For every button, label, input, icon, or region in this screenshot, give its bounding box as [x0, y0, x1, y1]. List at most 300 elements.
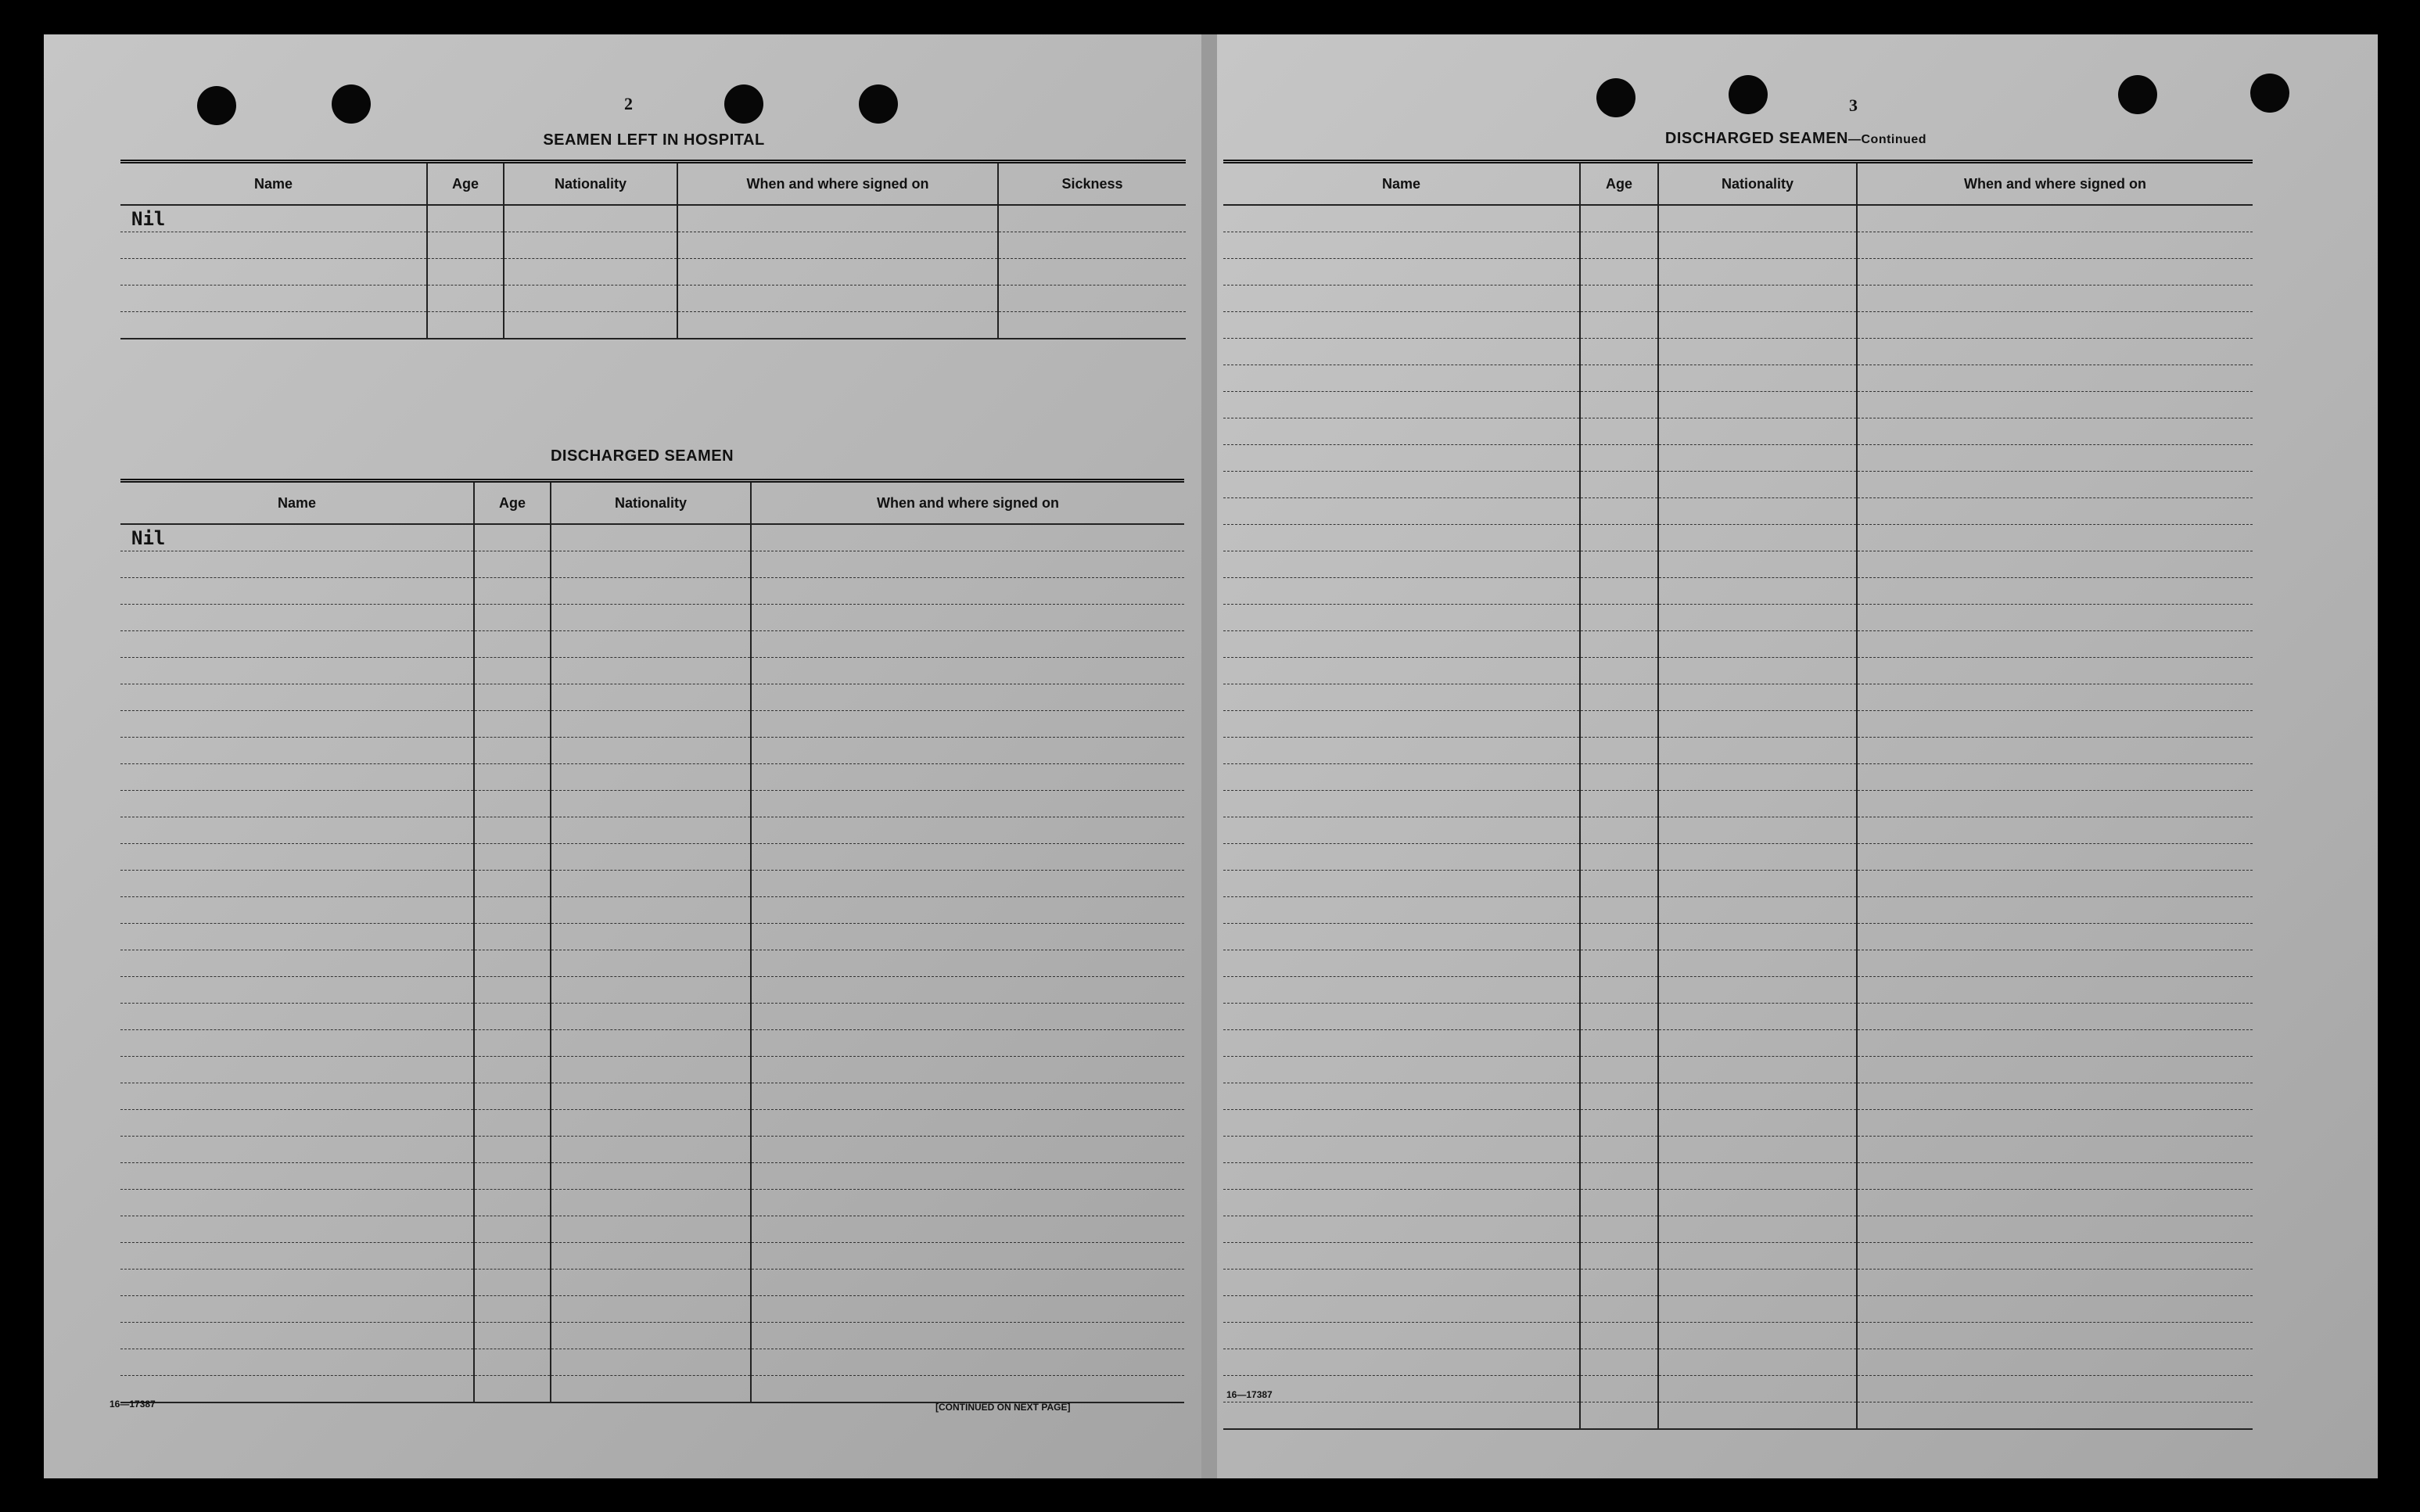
- table-cell: [751, 1110, 1184, 1137]
- table-cell: [474, 1083, 551, 1110]
- punch-hole: [1596, 78, 1635, 117]
- punch-hole: [332, 84, 371, 124]
- table-row: [1223, 365, 2253, 392]
- table-row: [1223, 1110, 2253, 1137]
- table-cell: [474, 1057, 551, 1083]
- table-cell: [474, 897, 551, 924]
- table-cell: [474, 1349, 551, 1376]
- discharged-rows: [120, 524, 1184, 1402]
- table-cell: [1658, 1163, 1857, 1190]
- table-cell: [120, 605, 474, 631]
- table-cell: [551, 950, 751, 977]
- column-header: Nationality: [551, 481, 751, 525]
- table-cell: [1223, 658, 1580, 684]
- column-header: Name: [1223, 162, 1580, 206]
- table-cell: [1223, 1004, 1580, 1030]
- table-row: [120, 286, 1186, 312]
- table-cell: [474, 950, 551, 977]
- table-cell: [1580, 1323, 1658, 1349]
- table-cell: [551, 1270, 751, 1296]
- table-cell: [1658, 631, 1857, 658]
- table-cell: [120, 232, 427, 259]
- table-cell: [1223, 791, 1580, 817]
- column-header: Name: [120, 162, 427, 206]
- table-cell: [1580, 578, 1658, 605]
- table-cell: [1857, 631, 2253, 658]
- table-cell: [551, 738, 751, 764]
- table-cell: [1857, 1349, 2253, 1376]
- table-row: [120, 1004, 1184, 1030]
- table-cell: [1857, 232, 2253, 259]
- table-cell: [551, 551, 751, 578]
- table-cell: [1580, 1243, 1658, 1270]
- table-cell: [1857, 764, 2253, 791]
- table-cell: [1857, 658, 2253, 684]
- table-row: [120, 1030, 1184, 1057]
- table-row: [1223, 871, 2253, 897]
- table-cell: [1857, 472, 2253, 498]
- punch-hole: [2118, 75, 2157, 114]
- table-cell: [1658, 1402, 1857, 1430]
- table-row: [120, 844, 1184, 871]
- table-row: [1223, 977, 2253, 1004]
- table-cell: [751, 1057, 1184, 1083]
- table-row: [1223, 312, 2253, 339]
- table-row: [120, 1323, 1184, 1349]
- table-row: [1223, 498, 2253, 525]
- page-number: 2: [624, 94, 633, 113]
- table-cell: [1857, 844, 2253, 871]
- table-row: [1223, 1083, 2253, 1110]
- table-cell: [474, 977, 551, 1004]
- right-page: [1217, 34, 2378, 1478]
- table-cell: [120, 1216, 474, 1243]
- column-header: Nationality: [504, 162, 677, 206]
- table-cell: [751, 844, 1184, 871]
- table-cell: [1658, 1323, 1857, 1349]
- table-cell: [120, 1057, 474, 1083]
- continued-note: [CONTINUED ON NEXT PAGE]: [935, 1402, 1071, 1413]
- page-gutter: [1201, 34, 1217, 1478]
- table-row: [1223, 1163, 2253, 1190]
- table-cell: [474, 605, 551, 631]
- table-cell: [551, 1323, 751, 1349]
- table-row: [120, 977, 1184, 1004]
- table-row: [120, 924, 1184, 950]
- table-cell: [751, 605, 1184, 631]
- table-cell: [504, 259, 677, 286]
- table-cell: [551, 1083, 751, 1110]
- table-cell: [1857, 1243, 2253, 1270]
- table-row: [120, 871, 1184, 897]
- table-cell: [1223, 1083, 1580, 1110]
- table-cell: [1857, 1296, 2253, 1323]
- table-cell: [120, 817, 474, 844]
- table-cell: [1857, 1030, 2253, 1057]
- table-cell: [120, 259, 427, 286]
- table-row: [1223, 1270, 2253, 1296]
- table-cell: Nil: [120, 524, 474, 551]
- table-cell: [1857, 259, 2253, 286]
- form-number: 16—17387: [1226, 1389, 1273, 1400]
- table-cell: [551, 977, 751, 1004]
- table-cell: [551, 764, 751, 791]
- form-number: 16—17387: [110, 1399, 156, 1410]
- table-cell: [1658, 578, 1857, 605]
- table-row: [1223, 472, 2253, 498]
- left-page: [44, 34, 1201, 1478]
- table-row: [120, 658, 1184, 684]
- table-cell: [1223, 445, 1580, 472]
- table-cell: [1857, 871, 2253, 897]
- table-cell: [1658, 871, 1857, 897]
- table-cell: [1658, 312, 1857, 339]
- table-cell: [120, 551, 474, 578]
- table-row: [120, 259, 1186, 286]
- table-cell: [474, 1030, 551, 1057]
- table-cell: [474, 844, 551, 871]
- table-cell: [120, 1376, 474, 1403]
- table-cell: [998, 232, 1186, 259]
- continued-rows: [1223, 205, 2253, 1429]
- table-cell: [751, 791, 1184, 817]
- table-cell: [120, 1270, 474, 1296]
- table-cell: [1580, 924, 1658, 950]
- table-cell: [1580, 605, 1658, 631]
- table-cell: [120, 924, 474, 950]
- table-cell: [551, 1137, 751, 1163]
- table-cell: [1857, 339, 2253, 365]
- table-cell: [1580, 711, 1658, 738]
- table-cell: [1223, 551, 1580, 578]
- table-cell: [751, 578, 1184, 605]
- table-cell: [1658, 392, 1857, 418]
- table-cell: [1658, 1030, 1857, 1057]
- table-cell: [1658, 1349, 1857, 1376]
- table-cell: [998, 259, 1186, 286]
- table-cell: [1658, 472, 1857, 498]
- table-cell: [1580, 738, 1658, 764]
- table-cell: [1658, 950, 1857, 977]
- table-row: [1223, 205, 2253, 232]
- table-cell: [120, 791, 474, 817]
- table-row: [1223, 525, 2253, 551]
- punch-hole: [2250, 74, 2289, 113]
- table-cell: [474, 631, 551, 658]
- table-cell: [1658, 286, 1857, 312]
- table-cell: [551, 524, 751, 551]
- table-row: [1223, 817, 2253, 844]
- table-cell: [1580, 445, 1658, 472]
- table-cell: [1658, 365, 1857, 392]
- table-cell: [1223, 365, 1580, 392]
- table-cell: [427, 259, 504, 286]
- table-cell: [504, 232, 677, 259]
- table-cell: [120, 1163, 474, 1190]
- table-cell: [751, 1004, 1184, 1030]
- table-cell: [1658, 205, 1857, 232]
- table-cell: [1857, 205, 2253, 232]
- table-cell: [1658, 1057, 1857, 1083]
- discharged-header-row: [120, 481, 1184, 525]
- table-cell: [1580, 684, 1658, 711]
- table-cell: [1223, 1323, 1580, 1349]
- table-cell: [751, 897, 1184, 924]
- table-row: [120, 1163, 1184, 1190]
- hospital-table: [120, 160, 1186, 339]
- table-row: [120, 950, 1184, 977]
- table-cell: [1658, 1004, 1857, 1030]
- table-row: [120, 205, 1186, 232]
- table-cell: [120, 631, 474, 658]
- table-cell: [120, 1110, 474, 1137]
- table-cell: Nil: [120, 205, 427, 232]
- table-cell: [1857, 312, 2253, 339]
- table-row: [1223, 232, 2253, 259]
- section-title-discharged: DISCHARGED SEAMEN: [550, 447, 734, 465]
- table-cell: [1658, 1190, 1857, 1216]
- table-row: [120, 1296, 1184, 1323]
- table-row: [120, 1270, 1184, 1296]
- table-cell: [1223, 897, 1580, 924]
- table-cell: [120, 1083, 474, 1110]
- section-title-main: DISCHARGED SEAMEN: [1664, 130, 1848, 147]
- table-cell: [1223, 1349, 1580, 1376]
- table-row: [1223, 605, 2253, 631]
- table-row: [120, 312, 1186, 339]
- table-cell: [1223, 631, 1580, 658]
- table-cell: [751, 738, 1184, 764]
- table-cell: [751, 551, 1184, 578]
- table-cell: [1857, 1216, 2253, 1243]
- punch-hole: [1729, 75, 1768, 114]
- table-cell: [1658, 817, 1857, 844]
- table-cell: [1223, 1137, 1580, 1163]
- table-cell: [427, 286, 504, 312]
- table-cell: [751, 950, 1184, 977]
- table-cell: [551, 684, 751, 711]
- table-cell: [751, 1216, 1184, 1243]
- table-cell: [1658, 445, 1857, 472]
- table-row: [120, 631, 1184, 658]
- table-cell: [1580, 817, 1658, 844]
- table-cell: [551, 1190, 751, 1216]
- column-header: When and where signed on: [1857, 162, 2253, 206]
- table-cell: [751, 684, 1184, 711]
- table-row: [1223, 445, 2253, 472]
- table-cell: [1223, 1270, 1580, 1296]
- table-cell: [1658, 711, 1857, 738]
- table-row: [1223, 658, 2253, 684]
- table-cell: [998, 286, 1186, 312]
- document-sheet: [44, 34, 2378, 1478]
- table-cell: [1857, 286, 2253, 312]
- table-cell: [1857, 977, 2253, 1004]
- table-cell: [1223, 817, 1580, 844]
- table-cell: [998, 205, 1186, 232]
- table-row: [120, 524, 1184, 551]
- table-row: [120, 1190, 1184, 1216]
- table-cell: [1857, 1110, 2253, 1137]
- table-row: [1223, 1137, 2253, 1163]
- table-cell: [1580, 1270, 1658, 1296]
- table-cell: [474, 1163, 551, 1190]
- table-cell: [120, 658, 474, 684]
- table-row: [1223, 1296, 2253, 1323]
- table-cell: [1580, 205, 1658, 232]
- table-cell: [1857, 1376, 2253, 1402]
- table-cell: [1580, 232, 1658, 259]
- table-cell: [1223, 684, 1580, 711]
- table-cell: [751, 1270, 1184, 1296]
- table-cell: [551, 605, 751, 631]
- table-row: [1223, 1323, 2253, 1349]
- section-title-suffix: —Continued: [1847, 133, 1927, 146]
- table-cell: [751, 711, 1184, 738]
- punch-hole: [859, 84, 898, 124]
- table-cell: [1658, 1243, 1857, 1270]
- table-cell: [120, 1190, 474, 1216]
- table-cell: [1658, 684, 1857, 711]
- table-cell: [474, 1216, 551, 1243]
- table-cell: [1223, 711, 1580, 738]
- table-cell: [751, 977, 1184, 1004]
- table-cell: [551, 631, 751, 658]
- table-cell: [1223, 578, 1580, 605]
- table-cell: [1857, 817, 2253, 844]
- table-cell: [1223, 498, 1580, 525]
- table-row: [1223, 1030, 2253, 1057]
- table-cell: [1857, 1190, 2253, 1216]
- table-cell: [551, 1057, 751, 1083]
- table-cell: [120, 578, 474, 605]
- table-cell: [120, 1137, 474, 1163]
- column-header: Sickness: [998, 162, 1186, 206]
- table-cell: [1580, 339, 1658, 365]
- table-row: [120, 791, 1184, 817]
- table-cell: [474, 1004, 551, 1030]
- table-cell: [1658, 551, 1857, 578]
- table-cell: [474, 817, 551, 844]
- hospital-header-row: [120, 162, 1186, 206]
- table-cell: [474, 551, 551, 578]
- table-cell: [1580, 418, 1658, 445]
- table-cell: [474, 658, 551, 684]
- table-cell: [1580, 525, 1658, 551]
- table-cell: [474, 1243, 551, 1270]
- table-cell: [751, 871, 1184, 897]
- table-cell: [1857, 525, 2253, 551]
- table-cell: [504, 312, 677, 339]
- table-cell: [1223, 1296, 1580, 1323]
- table-cell: [1580, 472, 1658, 498]
- table-cell: [1857, 445, 2253, 472]
- table-cell: [504, 205, 677, 232]
- table-cell: [474, 1296, 551, 1323]
- table-cell: [474, 524, 551, 551]
- table-cell: [1857, 1004, 2253, 1030]
- table-cell: [551, 711, 751, 738]
- table-cell: [1223, 764, 1580, 791]
- table-cell: [751, 524, 1184, 551]
- table-cell: [120, 1296, 474, 1323]
- table-cell: [1580, 950, 1658, 977]
- table-row: [120, 738, 1184, 764]
- table-row: [1223, 844, 2253, 871]
- table-cell: [474, 711, 551, 738]
- table-cell: [1580, 764, 1658, 791]
- table-cell: [1658, 1296, 1857, 1323]
- table-cell: [1857, 392, 2253, 418]
- table-cell: [551, 1110, 751, 1137]
- table-cell: [1857, 418, 2253, 445]
- table-cell: [1857, 897, 2253, 924]
- table-row: [1223, 1190, 2253, 1216]
- table-cell: [751, 924, 1184, 950]
- table-cell: [1223, 1190, 1580, 1216]
- section-title-discharged-continued: [1233, 130, 2359, 148]
- table-cell: [677, 312, 998, 339]
- table-cell: [120, 312, 427, 339]
- continued-header-row: [1223, 162, 2253, 206]
- table-cell: [120, 897, 474, 924]
- discharged-continued-table: [1223, 160, 2253, 1430]
- table-row: [120, 1083, 1184, 1110]
- table-cell: [751, 658, 1184, 684]
- table-row: [120, 1376, 1184, 1403]
- table-cell: [751, 1323, 1184, 1349]
- table-cell: [1580, 1376, 1658, 1402]
- table-row: [120, 1110, 1184, 1137]
- table-row: [120, 817, 1184, 844]
- table-cell: [474, 684, 551, 711]
- table-cell: [1580, 977, 1658, 1004]
- table-cell: [1223, 418, 1580, 445]
- table-cell: [1857, 924, 2253, 950]
- table-cell: [751, 1296, 1184, 1323]
- table-cell: [1223, 1216, 1580, 1243]
- table-cell: [1658, 1137, 1857, 1163]
- table-cell: [120, 684, 474, 711]
- table-cell: [474, 738, 551, 764]
- table-cell: [551, 1163, 751, 1190]
- table-cell: [551, 1376, 751, 1403]
- table-row: [1223, 339, 2253, 365]
- table-cell: [1857, 1137, 2253, 1163]
- table-cell: [1857, 950, 2253, 977]
- table-cell: [551, 791, 751, 817]
- table-cell: [751, 1376, 1184, 1403]
- table-cell: [1658, 1376, 1857, 1402]
- table-cell: [1658, 525, 1857, 551]
- table-cell: [1857, 1083, 2253, 1110]
- table-cell: [1658, 418, 1857, 445]
- table-row: [120, 897, 1184, 924]
- table-cell: [120, 1004, 474, 1030]
- table-cell: [1223, 1110, 1580, 1137]
- table-cell: [427, 232, 504, 259]
- table-cell: [474, 1110, 551, 1137]
- table-cell: [1580, 1057, 1658, 1083]
- table-row: [1223, 286, 2253, 312]
- table-cell: [751, 1349, 1184, 1376]
- table-cell: [427, 205, 504, 232]
- table-cell: [677, 259, 998, 286]
- table-row: [120, 1243, 1184, 1270]
- table-cell: [751, 1190, 1184, 1216]
- table-cell: [551, 578, 751, 605]
- table-row: [1223, 1057, 2253, 1083]
